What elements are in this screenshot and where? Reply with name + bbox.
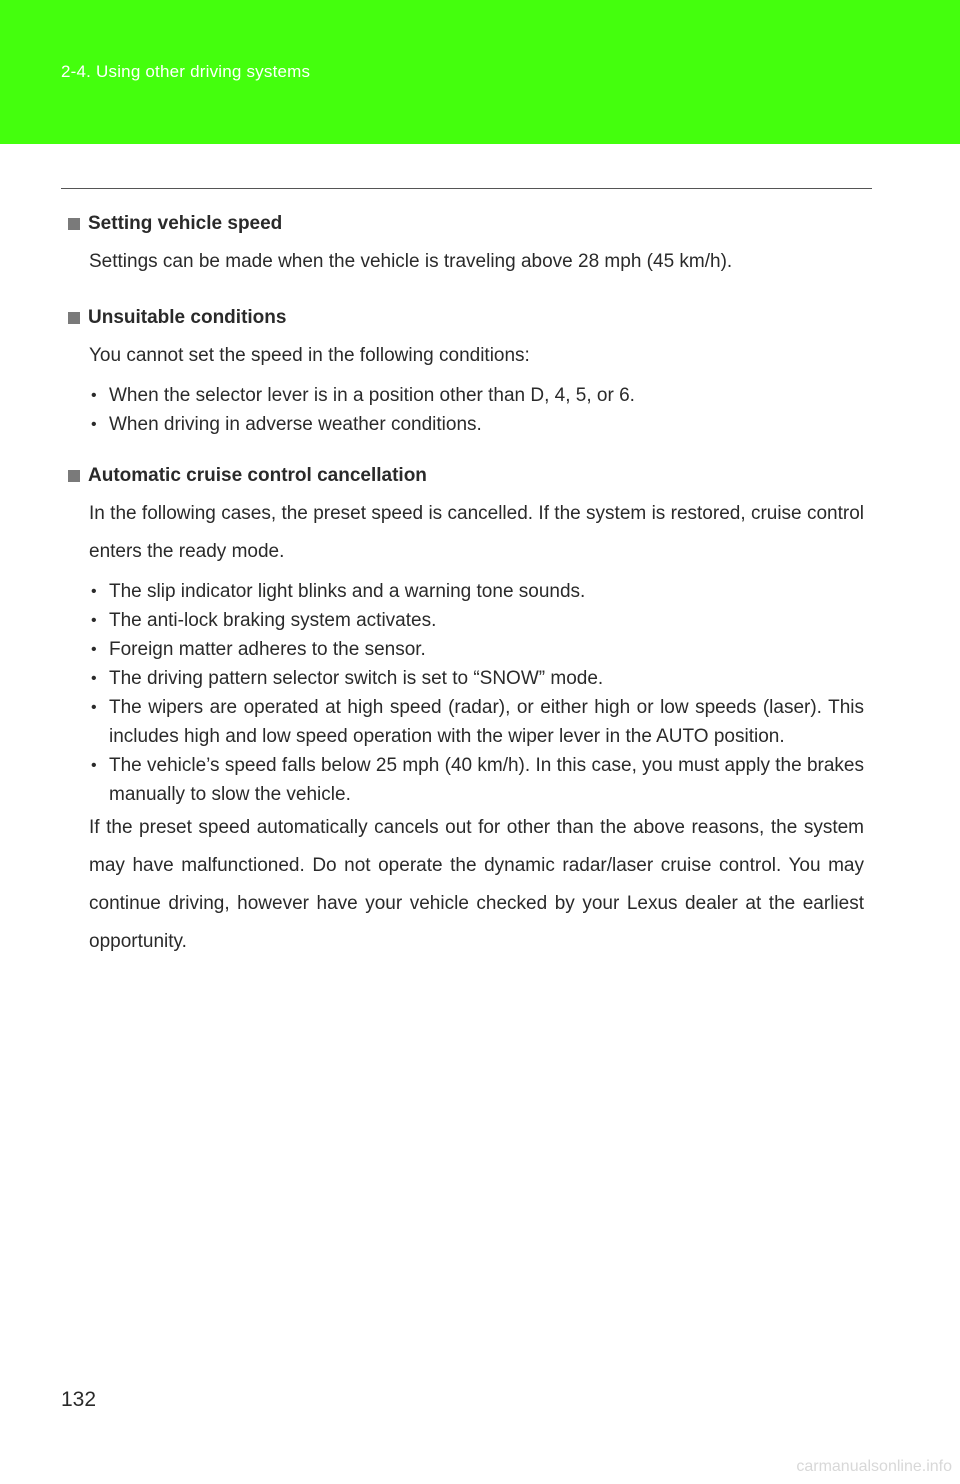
section-closing-paragraph: If the preset speed automatically cancels out for other than the above reasons, the system may have malfunctioned. Do not operate the dynamic radar/laser cruise control. You may continue driving, however have your vehicle checked by your Lexus dealer at the earliest opportunity. <box>89 817 864 952</box>
section-heading-text: Unsuitable conditions <box>88 307 287 328</box>
list-item: • When the selector lever is in a position other than D, 4, 5, or 6. <box>89 381 864 410</box>
list-item: • When driving in adverse weather conditions. <box>89 410 864 439</box>
page-content <box>68 205 864 979</box>
bullet-list <box>89 577 864 809</box>
list-item: • Foreign matter adheres to the sensor. <box>89 635 864 664</box>
page-number: 132 <box>61 1388 97 1411</box>
bullet-dot-icon: • <box>91 387 97 404</box>
bullet-dot-icon: • <box>91 757 97 774</box>
square-bullet-icon <box>68 470 80 482</box>
watermark: carmanualsonline.info <box>796 1458 952 1475</box>
bullet-dot-icon: • <box>91 699 97 716</box>
list-item: • The wipers are operated at high speed (radar), or either high or low speeds (laser). This includes high and low speed operation with the wiper lever in the AUTO position. <box>89 693 864 751</box>
divider <box>61 188 872 189</box>
section-paragraph: Settings can be made when the vehicle is traveling above 28 mph (45 km/h). <box>89 251 733 272</box>
bullet-dot-icon: • <box>91 670 97 687</box>
section-paragraph: You cannot set the speed in the following conditions: <box>89 345 530 366</box>
bullet-dot-icon: • <box>91 612 97 629</box>
bullet-list <box>89 381 864 439</box>
list-item: • The anti-lock braking system activates. <box>89 606 864 635</box>
section-auto-cancel <box>68 457 864 961</box>
section-setting-speed <box>68 205 864 281</box>
section-unsuitable-conditions <box>68 299 864 439</box>
list-item: • The slip indicator light blinks and a warning tone sounds. <box>89 577 864 606</box>
section-paragraph: In the following cases, the preset speed is cancelled. If the system is restored, cruise control enters the ready mode. <box>89 503 864 562</box>
list-item: • The driving pattern selector switch is set to “SNOW” mode. <box>89 664 864 693</box>
bullet-dot-icon: • <box>91 583 97 600</box>
header-band <box>0 0 960 144</box>
square-bullet-icon <box>68 218 80 230</box>
section-heading-text: Setting vehicle speed <box>88 213 283 234</box>
section-heading <box>68 457 864 495</box>
section-title: 2-4. Using other driving systems <box>61 62 311 81</box>
bullet-dot-icon: • <box>91 416 97 433</box>
square-bullet-icon <box>68 312 80 324</box>
section-heading-text: Automatic cruise control cancellation <box>88 465 427 486</box>
section-heading <box>68 205 864 243</box>
section-heading <box>68 299 864 337</box>
list-item: • The vehicle’s speed falls below 25 mph (40 km/h). In this case, you must apply the brakes manually to slow the vehicle. <box>89 751 864 809</box>
bullet-dot-icon: • <box>91 641 97 658</box>
